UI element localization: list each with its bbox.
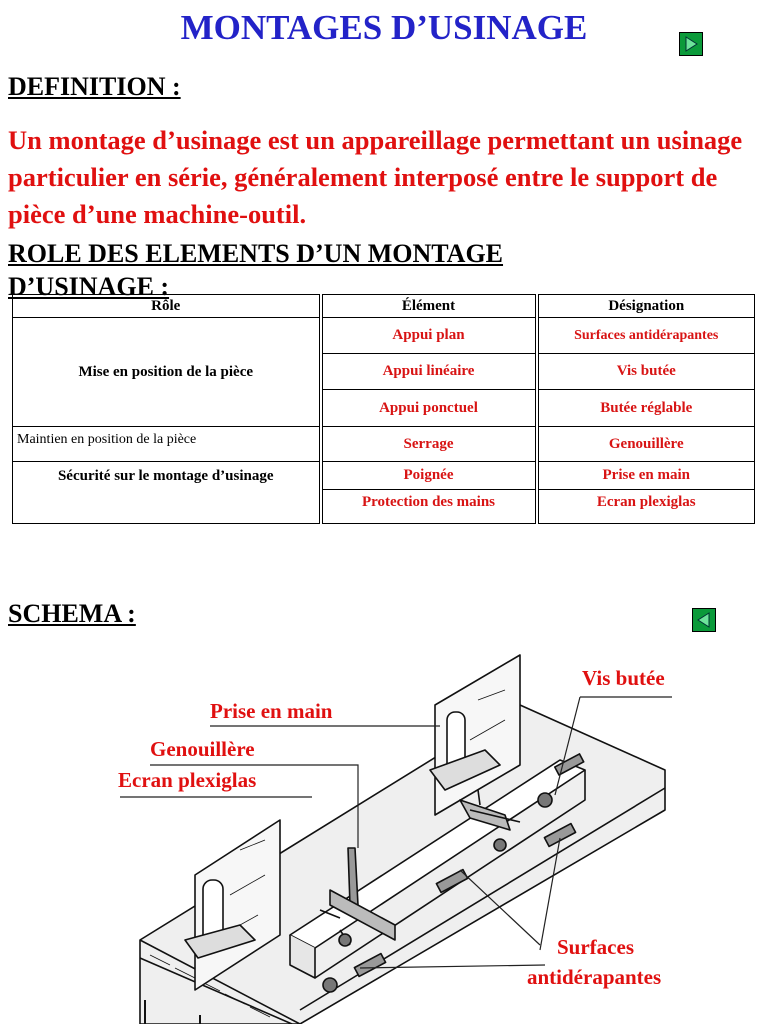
- role-cell: Mise en position de la pièce: [13, 318, 321, 427]
- element-cell: Appui linéaire: [321, 354, 537, 390]
- designation-cell: Ecran plexiglas: [537, 490, 755, 524]
- designation-cell: Genouillère: [537, 427, 755, 462]
- label-genouillere: Genouillère: [150, 737, 255, 761]
- element-cell: Appui plan: [321, 318, 537, 354]
- element-cell: Poignée: [321, 462, 537, 490]
- label-ecran-plexiglas: Ecran plexiglas: [118, 768, 257, 792]
- page-title: MONTAGES D’USINAGE: [180, 8, 588, 47]
- definition-text: Un montage d’usinage est un appareillage permettant un usinage particulier en série, généralement interposé entre le support de pièce d’une machine-outil.: [8, 125, 743, 229]
- label-vis-butee: Vis butée: [582, 666, 665, 690]
- label-surfaces: Surfaces: [557, 935, 634, 959]
- column-header: Désignation: [537, 295, 755, 318]
- designation-cell: Butée réglable: [537, 390, 755, 427]
- column-header: Rôle: [13, 295, 321, 318]
- element-cell: Protection des mains: [321, 490, 537, 524]
- roles-heading: ROLE DES ELEMENTS D’UN MONTAGE D’USINAGE :: [8, 239, 504, 301]
- column-header: Élément: [321, 295, 537, 318]
- designation-cell: Prise en main: [537, 462, 755, 490]
- designation-cell: Surfaces antidérapantes: [537, 318, 755, 354]
- definition-heading: DEFINITION :: [8, 72, 181, 101]
- label-antiderapantes: antidérapantes: [527, 965, 662, 989]
- designation-cell: Vis butée: [537, 354, 755, 390]
- role-cell: Maintien en position de la pièce: [13, 427, 321, 462]
- element-cell: Serrage: [321, 427, 537, 462]
- label-prise-en-main: Prise en main: [210, 699, 333, 723]
- role-cell: Sécurité sur le montage d’usinage: [13, 462, 321, 524]
- element-cell: Appui ponctuel: [321, 390, 537, 427]
- schema-heading: SCHEMA :: [8, 599, 136, 628]
